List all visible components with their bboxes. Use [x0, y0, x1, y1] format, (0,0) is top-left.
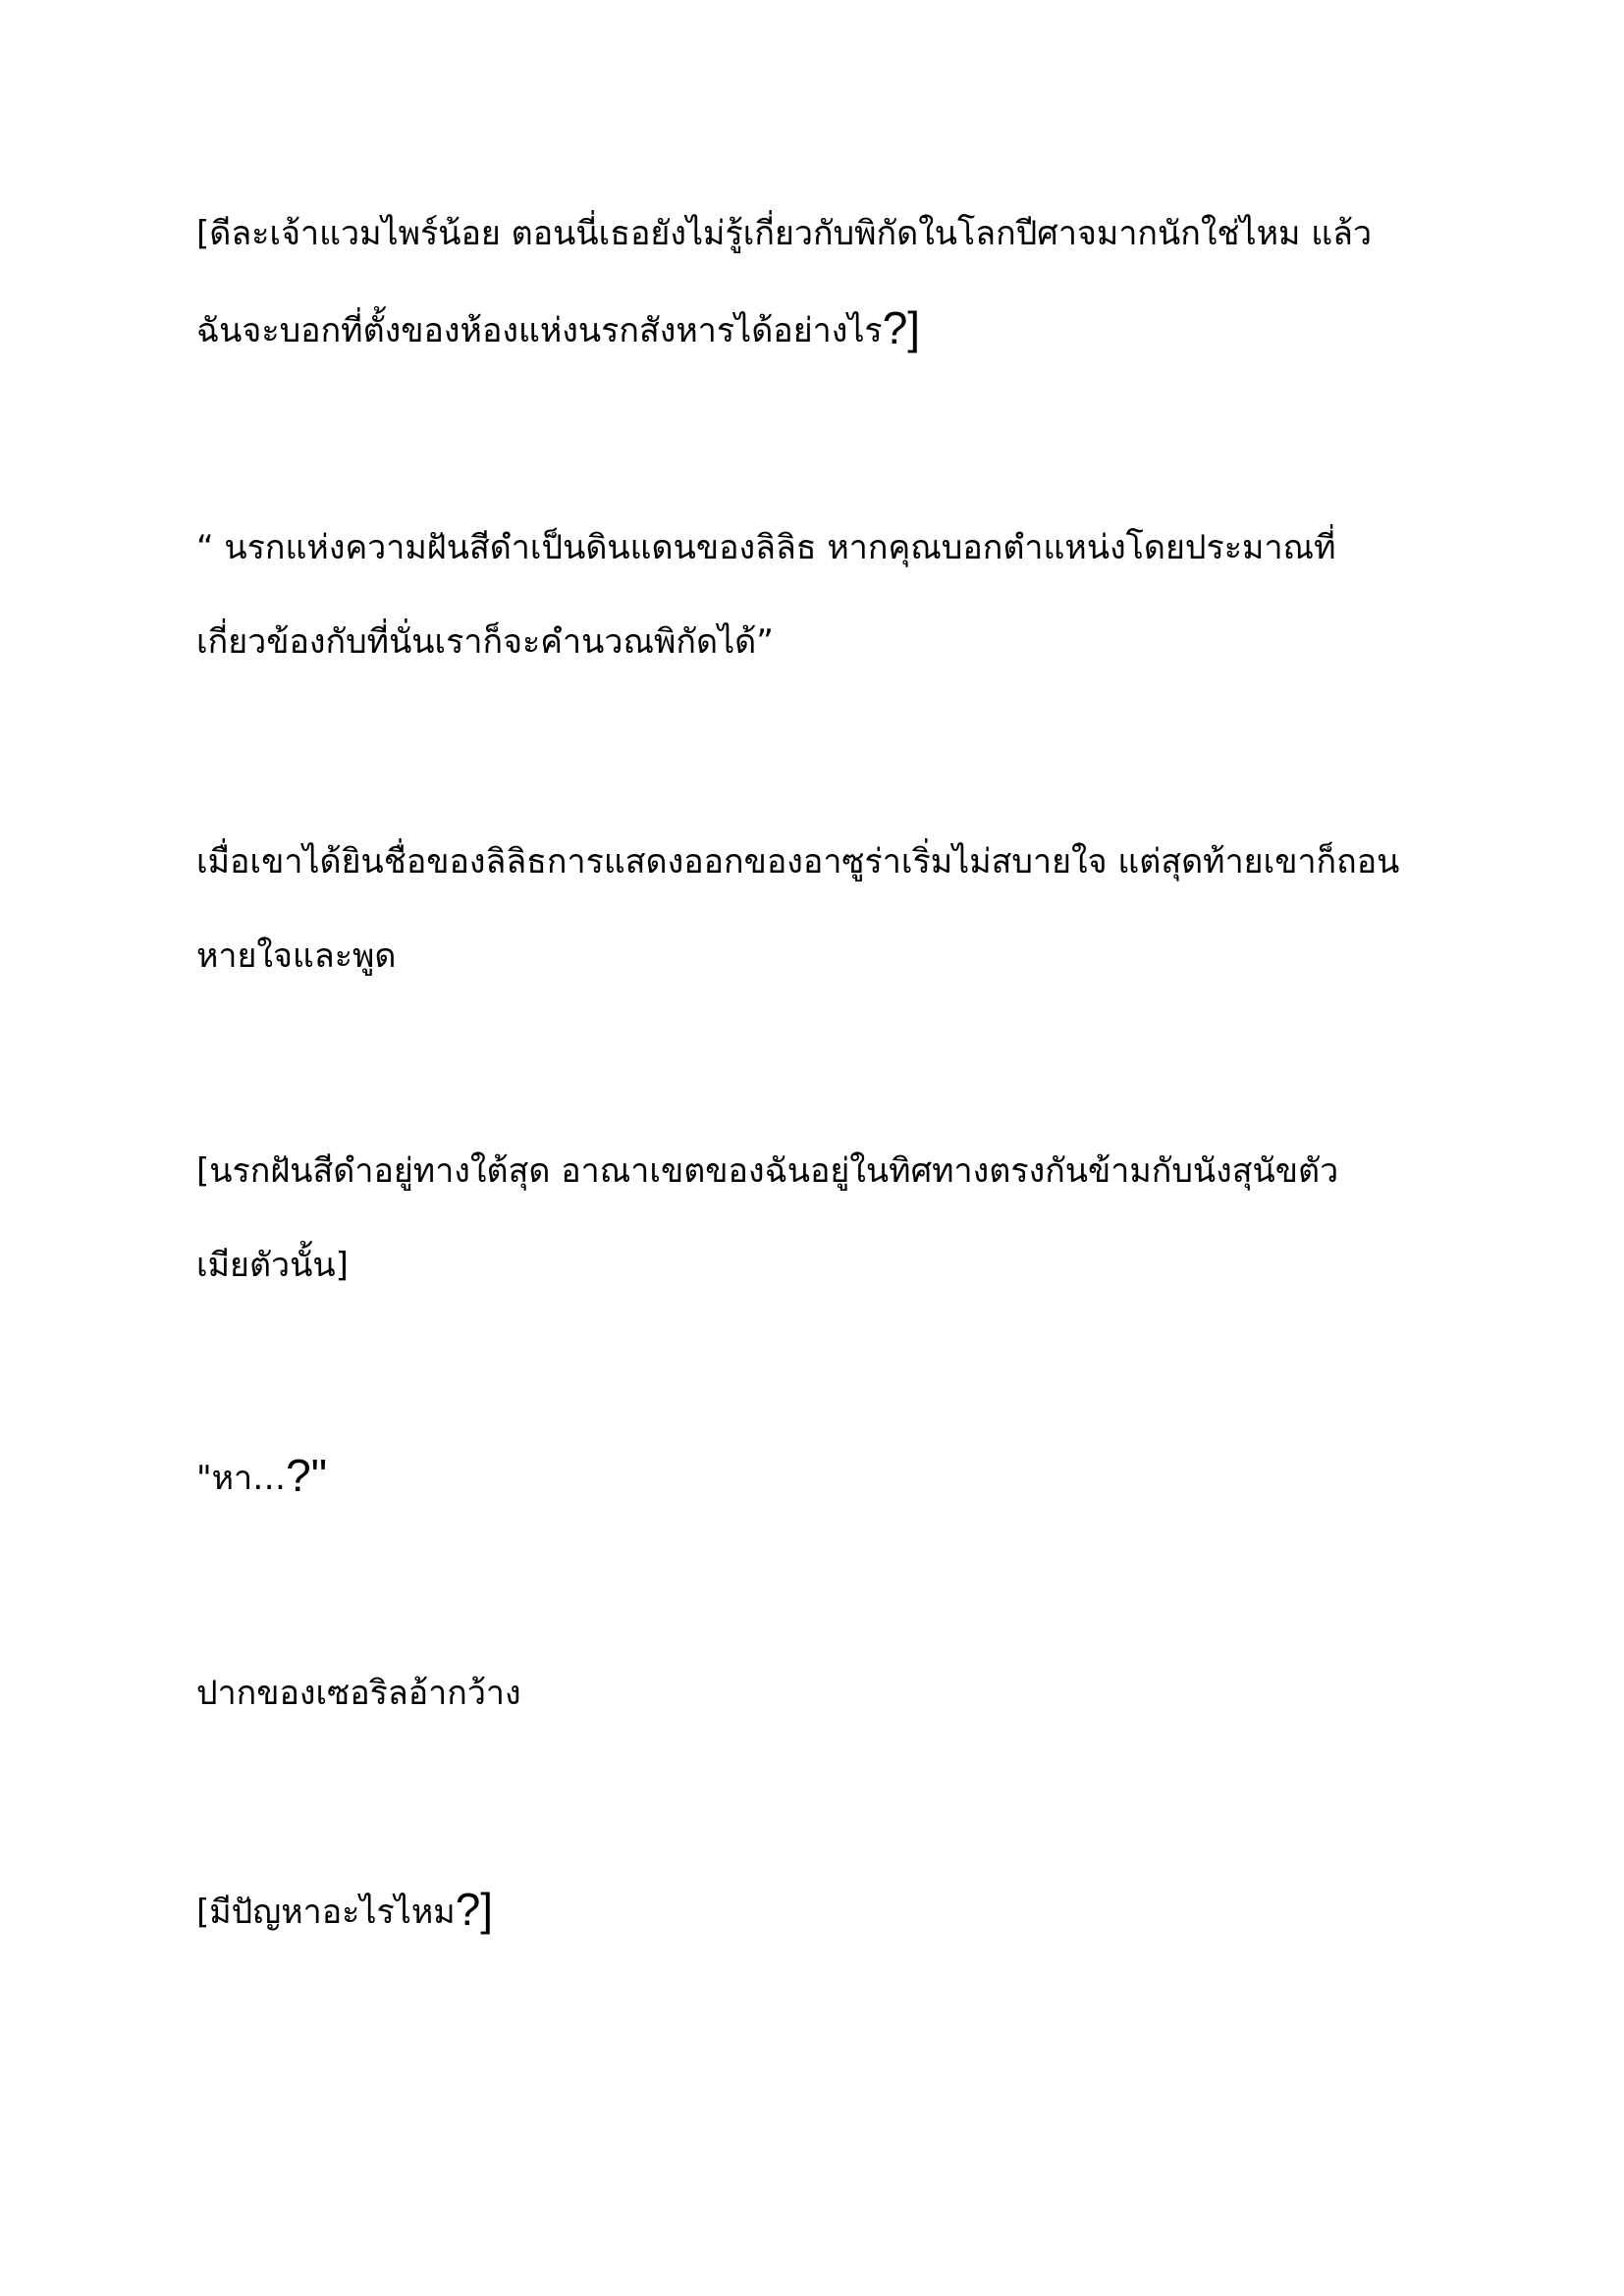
text-line: หายใจและพูด	[196, 936, 397, 976]
question-bracket: ?]	[882, 302, 921, 353]
paragraph-south-direction	[196, 1124, 1453, 1312]
paragraph-cyril-mouth	[196, 1646, 1453, 1740]
question-quote: ?"	[286, 1450, 328, 1501]
text-line	[196, 1862, 1453, 1959]
text-line: เกี่ยวข้องกับที่นั่นเราก็จะคำนวณพิกัดได้”	[196, 622, 774, 662]
paragraph-ha	[196, 1428, 1453, 1525]
text-segment: [มีปัญหาอะไรไหม	[196, 1893, 456, 1932]
paragraph-azura-reaction	[196, 815, 1453, 1003]
question-bracket: ?]	[455, 1884, 494, 1935]
text-segment: ฉันจะบอกที่ตั้งของห้องแห่งนรกสังหารได้อย่างไร	[196, 311, 883, 350]
paragraph-black-dream-hell	[196, 501, 1453, 689]
paragraph-lilith-coordinates-question	[196, 187, 1453, 378]
paragraph-any-problem	[196, 1862, 1453, 1959]
text-line: เมื่อเขาได้ยินชื่อของลิลิธการแสดงออกของอาซูร่าเริ่มไม่สบายใจ แต่สุดท้ายเขาก็ถอน	[196, 842, 1400, 881]
text-line: เมียตัวนั้น]	[196, 1246, 349, 1285]
text-line	[196, 281, 1453, 378]
text-line	[196, 1428, 1453, 1525]
text-line: [นรกฝันสีดำอยู่ทางใต้สุด อาณาเขตของฉันอยู่ในทิศทางตรงกันข้ามกับนังสุนัขตัว	[196, 1151, 1339, 1191]
text-line: ปากของเซอริลอ้ากว้าง	[196, 1674, 521, 1713]
text-line: [ดีละเจ้าแวมไพร์น้อย ตอนนี่เธอยังไม่รู้เกี่ยวกับพิกัดในโลกปีศาจมากนักใช่ไหม แล้ว	[196, 214, 1373, 253]
text-segment: "หา…	[196, 1459, 287, 1498]
text-line: “ นรกแห่งความฝันสีดำเป็นดินแดนของลิลิธ หากคุณบอกตำแหน่งโดยประมาณที่	[196, 528, 1336, 567]
